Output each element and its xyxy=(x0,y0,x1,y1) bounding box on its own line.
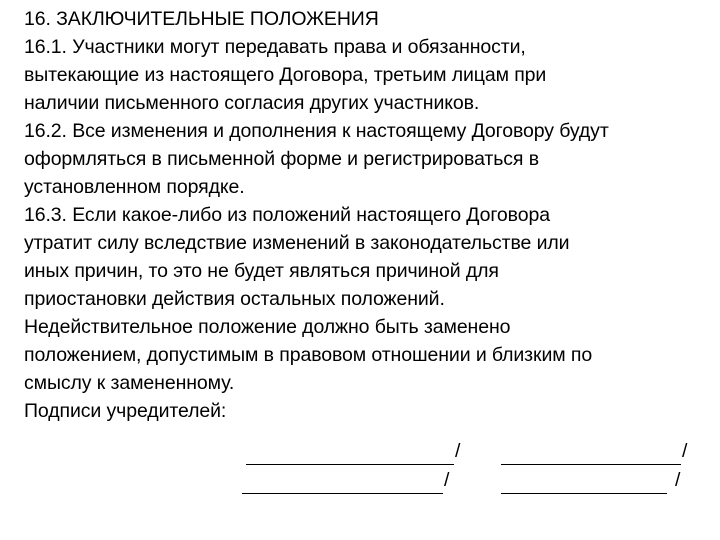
clause-16-1-line-1: 16.1. Участники могут передавать права и обязанности, xyxy=(24,36,526,58)
signature-line-left-1 xyxy=(246,437,460,465)
signature-row-2 xyxy=(0,466,720,494)
clause-16-1-line-3: наличии письменного согласия других участников. xyxy=(24,92,480,114)
clause-16-3-line-1: 16.3. Если какое-либо из положений настоящего Договора xyxy=(24,204,550,226)
signature-blank xyxy=(501,442,681,465)
signature-blank xyxy=(246,442,454,465)
section-heading: 16. ЗАКЛЮЧИТЕЛЬНЫЕ ПОЛОЖЕНИЯ xyxy=(24,8,379,30)
clause-16-1-line-2: вытекающие из настоящего Договора, третьим лицам при xyxy=(24,64,547,86)
signature-line-right-2 xyxy=(501,466,680,494)
signature-slash: / xyxy=(444,469,450,491)
signature-slash: / xyxy=(675,469,681,491)
signature-slash: / xyxy=(682,440,688,462)
clause-16-3-line-3: иных причин, то это не будет являться причиной для xyxy=(24,260,499,282)
signature-row-1 xyxy=(0,437,720,465)
signature-blank xyxy=(501,471,667,494)
clause-16-2-line-1: 16.2. Все изменения и дополнения к настоящему Договору будут xyxy=(24,120,609,142)
clause-16-3-line-2: утратит силу вследствие изменений в законодательстве или xyxy=(24,232,570,254)
signature-line-right-1 xyxy=(501,437,687,465)
signature-slash: / xyxy=(455,440,461,462)
clause-16-3-line-5: Недействительное положение должно быть заменено xyxy=(24,316,511,338)
document-body xyxy=(24,5,714,425)
signature-blank xyxy=(242,471,443,494)
clause-16-3-line-6: положением, допустимым в правовом отношении и близким по xyxy=(24,344,593,366)
clause-16-2-line-3: установленном порядке. xyxy=(24,176,245,198)
clause-16-2-line-2: оформляться в письменной форме и регистрироваться в xyxy=(24,148,539,170)
clause-16-3-line-4: приостановки действия остальных положений. xyxy=(24,288,445,310)
clause-16-3-line-7: смыслу к замененному. xyxy=(24,372,235,394)
signature-line-left-2 xyxy=(242,466,449,494)
signatures-label: Подписи учредителей: xyxy=(24,400,227,422)
